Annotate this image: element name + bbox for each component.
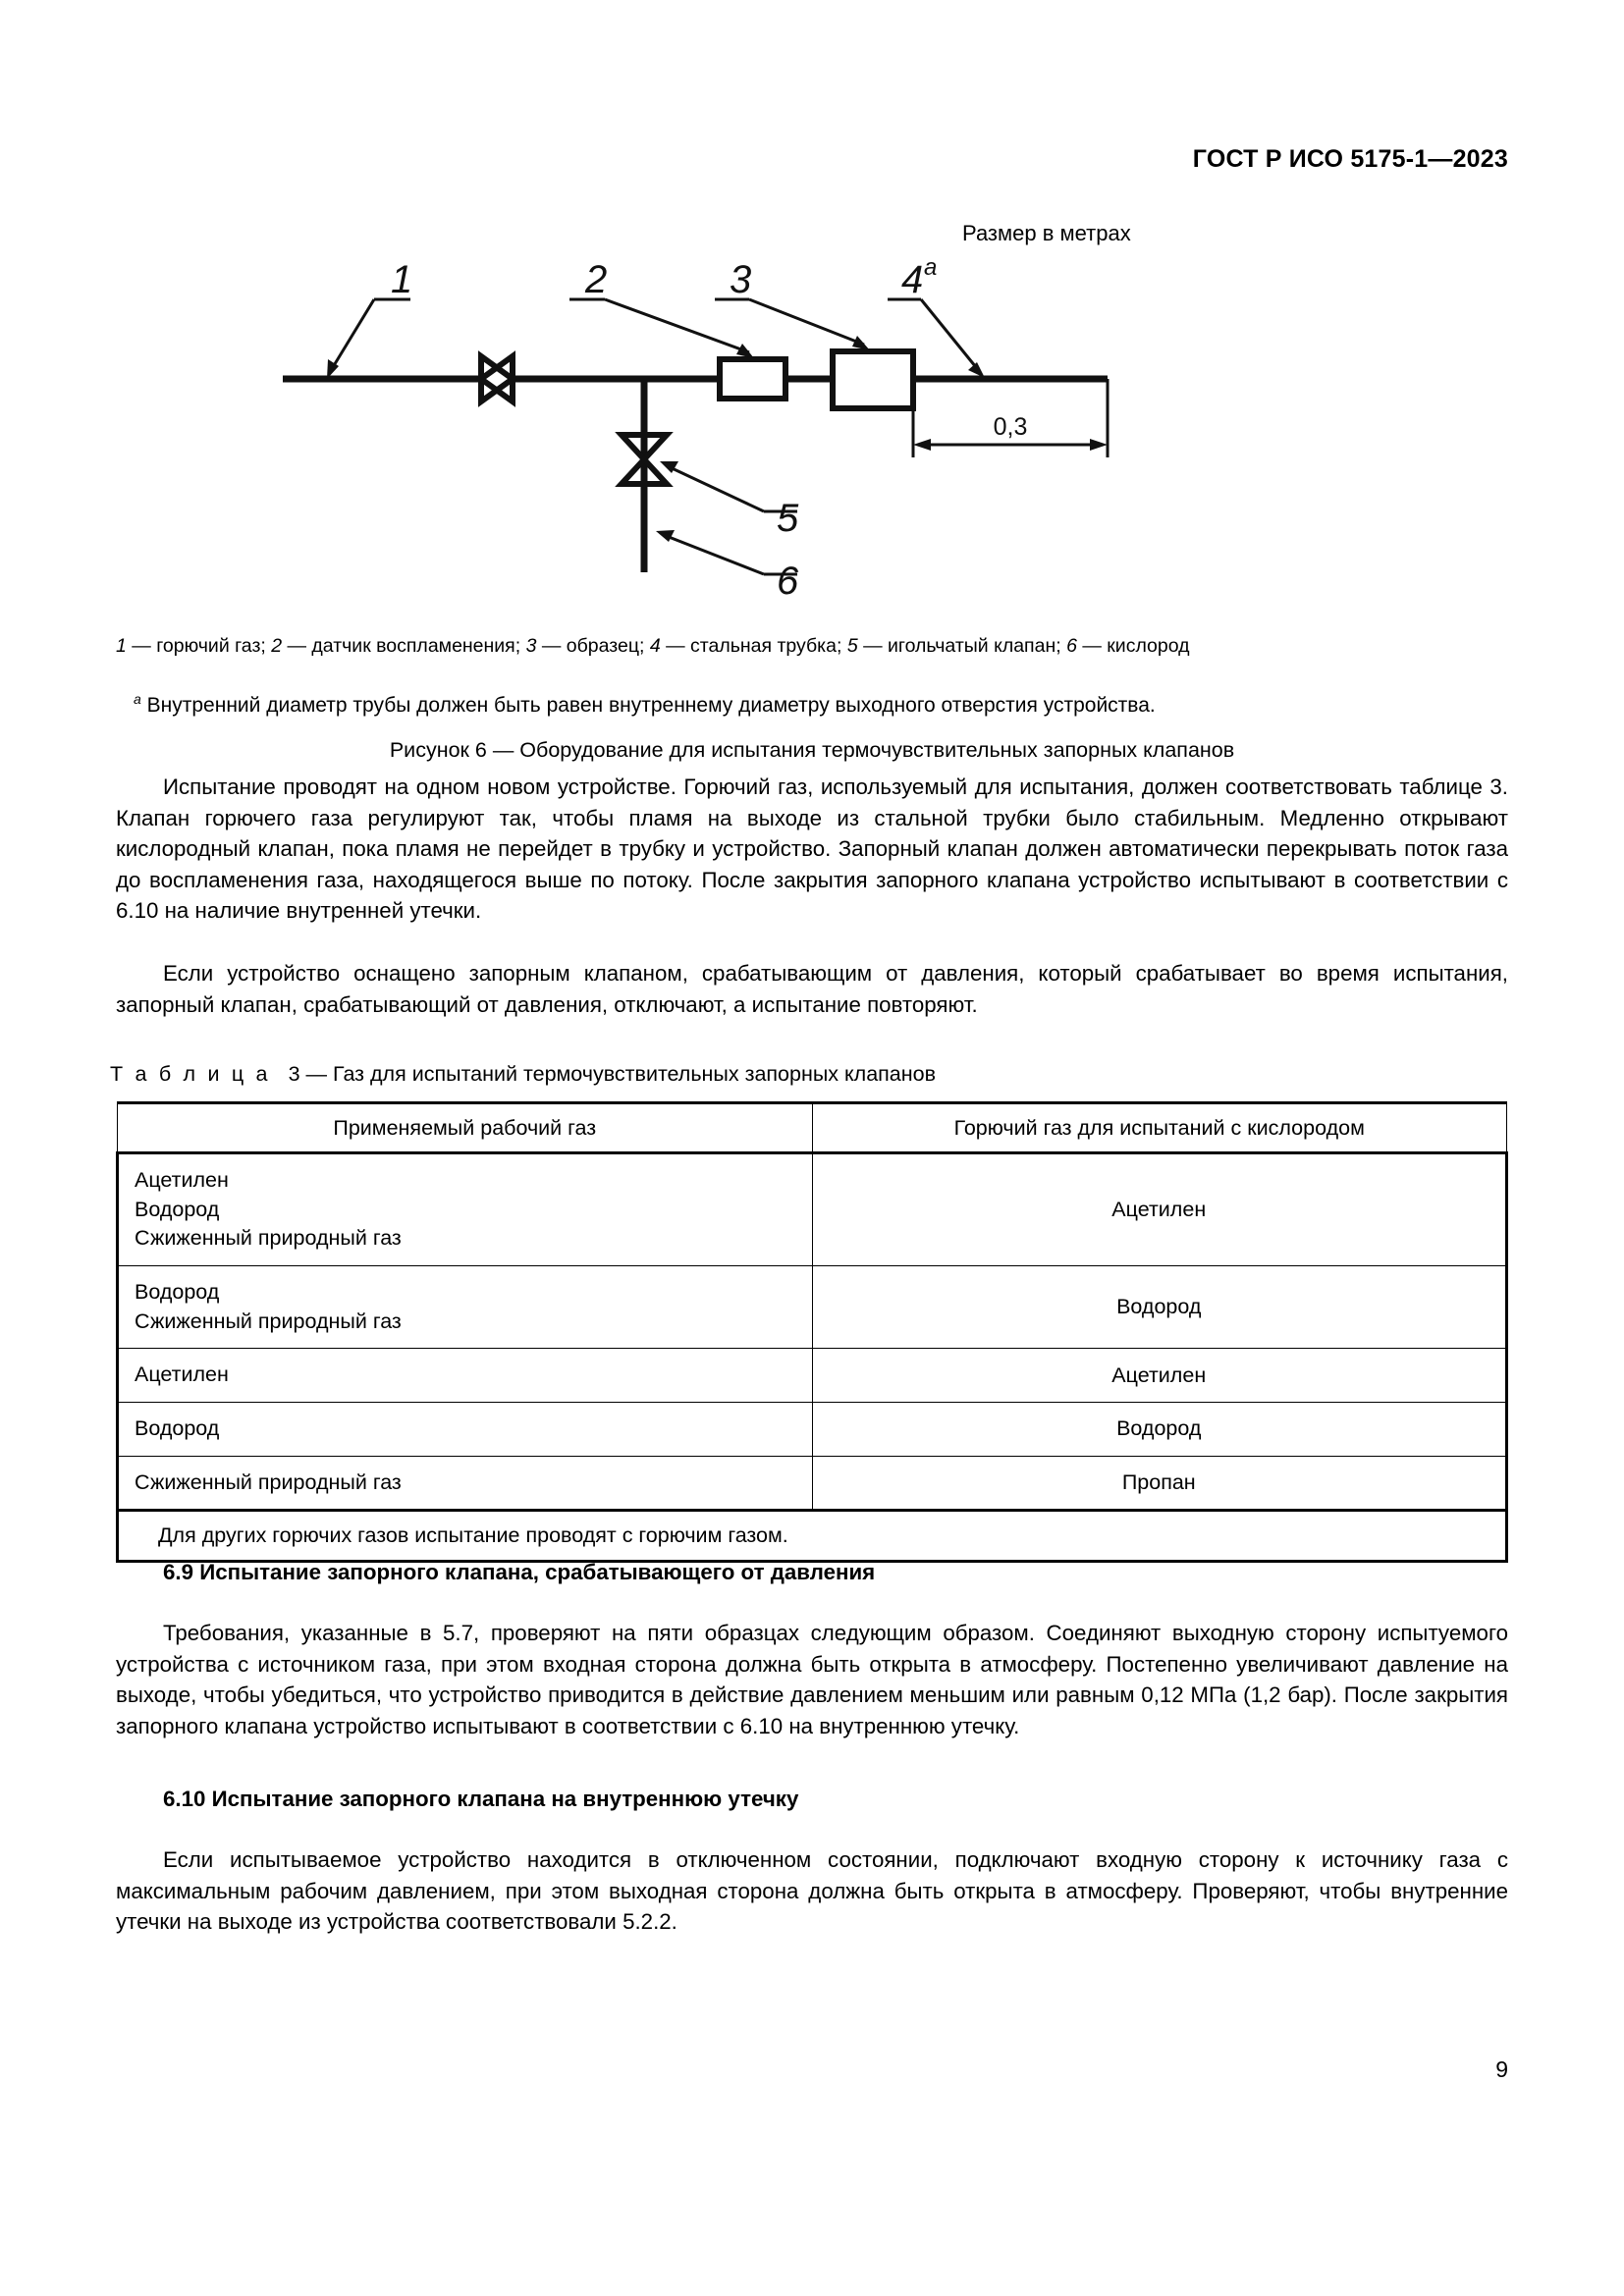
cell-working-gas [118,1349,813,1403]
cell-fuel-gas: Водород [812,1265,1507,1348]
svg-text:6: 6 [777,560,799,603]
cell-line: Ацетилен [135,1168,229,1192]
table-row [118,1265,1507,1348]
figure-footnote-marker: a [134,691,141,707]
table-row [118,1153,1507,1266]
column-header-working-gas: Применяемый рабочий газ [118,1103,813,1153]
table-3 [116,1101,1508,1563]
cell-working-gas [118,1265,813,1348]
paragraph-block-4 [116,1844,1508,1938]
table-row [118,1402,1507,1456]
svg-text:0,3: 0,3 [993,413,1028,441]
cell-line: Сжиженный природный газ [135,1308,402,1333]
heading-section-6-10: 6.10 Испытание запорного клапана на внутреннюю утечку [163,1787,799,1811]
cell-fuel-gas: Водород [812,1402,1507,1456]
figure-footnote [134,690,1508,720]
figure-caption: Рисунок 6 — Оборудование для испытания термочувствительных запорных клапанов [389,738,1235,762]
cell-working-gas [118,1153,813,1266]
paragraph-block-1 [116,772,1508,927]
paragraph-3: Требования, указанные в 5.7, проверяют на пяти образцах следующим образом. Соединяют выходную сторону испытуемого устройства с источником газа, при этом входная сторона должна быть открыта в атмосферу. Постепенно увеличивают давление на выходе, чтобы убедиться, что устройство приводится в действие давлением меньшим или равным 0,12 МПа (1,2 бар). После закрытия запорного клапана устройство испытывают в соответствии с 6.10 на внутреннюю утечку. [116,1621,1508,1738]
table-header-row [118,1103,1507,1153]
cell-fuel-gas: Ацетилен [812,1153,1507,1266]
cell-line: Сжиженный природный газ [135,1469,402,1494]
cell-line: Водород [135,1279,220,1304]
svg-text:4: 4 [901,258,924,301]
cell-line: Ацетилен [135,1362,229,1387]
paragraph-2: Если устройство оснащено запорным клапаном, срабатывающим от давления, который срабатывает во время испытания, запорный клапан, срабатывающий от давления, отключают, а испытание повторяют. [116,961,1508,1017]
cell-line: Водород [135,1415,220,1440]
heading-section-6-9: 6.9 Испытание запорного клапана, срабатывающего от давления [163,1560,876,1584]
figure-units-note: Размер в метрах [962,221,1131,245]
svg-text:a: a [924,254,938,281]
svg-text:3: 3 [730,258,752,301]
table-3-body [118,1153,1507,1562]
svg-text:1: 1 [391,258,413,301]
column-header-fuel-gas: Горючий газ для испытаний с кислородом [812,1103,1507,1153]
table-note: Для других горючих газов испытание проводят с горючим газом. [118,1511,1507,1562]
figure-legend: 1 — горючий газ; 2 — датчик воспламенения; 3 — образец; 4 — стальная трубка; 5 — игольчатый клапан; 6 — кислород [116,635,1190,657]
svg-text:5: 5 [777,497,799,540]
paragraph-block-3 [116,1618,1508,1741]
paragraph-block-2 [116,958,1508,1020]
page-number: 9 [1495,2056,1508,2082]
cell-working-gas [118,1402,813,1456]
cell-line: Сжиженный природный газ [135,1226,402,1251]
table-3-title [110,1062,936,1087]
table-3-title-rest: 3 — Газ для испытаний термочувствительных запорных клапанов [288,1062,937,1086]
table-row [118,1456,1507,1511]
figure-6-schematic [116,248,1508,603]
cell-fuel-gas: Ацетилен [812,1349,1507,1403]
table-3-head [118,1103,1507,1153]
paragraph-4: Если испытываемое устройство находится в отключенном состоянии, подключают входную сторону к источнику газа с максимальным рабочим давлением, при этом выходная сторона должна быть открыта в атмосферу. Проверяют, чтобы внутренние утечки на выходе из устройства соответствовали 5.2.2. [116,1847,1508,1935]
cell-working-gas [118,1456,813,1511]
document-header-standard-number: ГОСТ Р ИСО 5175-1—2023 [1192,145,1508,173]
cell-line: Водород [135,1197,220,1221]
table-note-row [118,1511,1507,1562]
cell-fuel-gas: Пропан [812,1456,1507,1511]
figure-footnote-text: Внутренний диаметр трубы должен быть равен внутреннему диаметру выходного отверстия устройства. [146,694,1156,717]
svg-text:2: 2 [585,258,608,301]
paragraph-1: Испытание проводят на одном новом устройстве. Горючий газ, используемый для испытания, должен соответствовать таблице 3. Клапан горючего газа регулируют так, чтобы пламя на выходе из стальной трубки было стабильным. Медленно открывают кислородный клапан, пока пламя не перейдет в трубку и устройство. Запорный клапан должен автоматически перекрывать поток газа до воспламенения газа, находящегося выше по потоку. После закрытия запорного клапана устройство испытывают в соответствии с 6.10 на наличие внутренней утечки. [116,774,1508,924]
table-3-title-prefix: Т а б л и ц а [110,1062,271,1086]
table-row [118,1349,1507,1403]
